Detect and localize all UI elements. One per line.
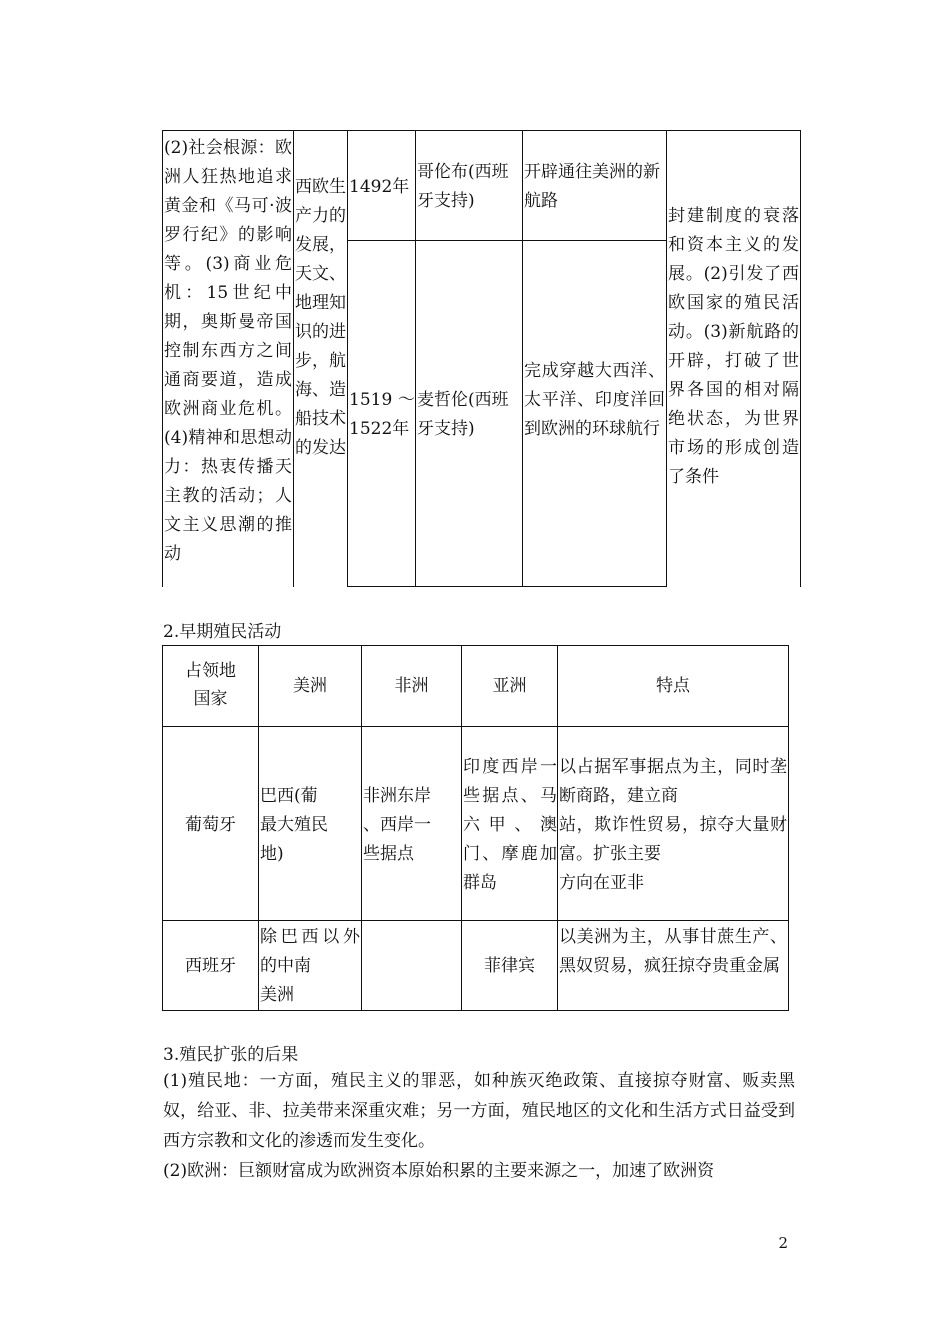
header-africa: 非洲	[394, 676, 429, 696]
social-roots-cell: (2)社会根源：欧洲人狂热地追求黄金和《马可·波罗行纪》的影响等。(3)商业危机：15世纪中期，奥斯曼帝国控制东西方之间通商要道，造成欧洲商业危机。(4)精神和思想动力：热衷传播天主教的活动；人文主义思潮的推动	[164, 138, 292, 564]
year-1492: 1492年	[349, 177, 410, 197]
page-number: 2	[778, 1234, 788, 1252]
productivity-cell: 西欧生产力的发展，天文、地理知识的进步，航海、造船技术的发达	[295, 177, 346, 458]
spain-asia: 菲律宾	[484, 956, 535, 976]
section-heading-colonial: 2.早期殖民活动	[163, 622, 282, 642]
year-1519: 1519～1522年	[349, 390, 415, 439]
paragraph-europe: (2)欧洲：巨额财富成为欧洲资本原始积累的主要来源之一，加速了欧洲资	[163, 1161, 715, 1181]
portugal-feature: 以占据军事据点为主，同时垄断商路，建立商 站，欺诈性贸易，掠夺大量财富。扩张主要 方向在亚非	[559, 757, 787, 893]
paragraph-colonies: (1)殖民地：一方面，殖民主义的罪恶，如种族灭绝政策、直接掠夺财富、贩卖黑奴，给亚、非、拉美带来深重灾难；另一方面，殖民地区的文化和生活方式日益受到西方宗教和文化的渗透而发生变化。	[163, 1071, 795, 1151]
spain-americas: 除巴西以外的中南 美洲	[260, 927, 360, 1005]
portugal-asia: 印度西岸一些据点、马六甲、澳门、摩鹿加群岛	[463, 757, 557, 893]
spain-feature: 以美洲为主，从事甘蔗生产、黑奴贸易，疯狂掠夺贵重金属	[559, 927, 787, 976]
navigator-magellan: 麦哲伦(西班牙支持)	[417, 390, 509, 439]
achievement-magellan: 完成穿越大西洋、太平洋、印度洋回到欧洲的环球航行	[524, 361, 665, 439]
portugal-africa: 非洲东岸 、西岸一 些据点	[363, 786, 431, 864]
header-asia: 亚洲	[492, 676, 527, 696]
achievement-columbus: 开辟通往美洲的新航路	[524, 162, 660, 211]
header-country: 占领地 国家	[185, 661, 236, 709]
portugal-americas: 巴西(葡 最大殖民 地)	[260, 786, 328, 864]
header-feature: 特点	[656, 676, 690, 696]
navigator-columbus: 哥伦布(西班牙支持)	[417, 162, 509, 211]
country-spain: 西班牙	[185, 956, 236, 976]
section-heading-consequences: 3.殖民扩张的后果	[163, 1045, 299, 1065]
header-americas: 美洲	[293, 676, 327, 696]
country-portugal: 葡萄牙	[185, 815, 236, 835]
impact-cell: 封建制度的衰落和资本主义的发展。(2)引发了西欧国家的殖民活动。(3)新航路的开辟，打破了世界各国的相对隔绝状态，为世界市场的形成创造了条件	[668, 206, 799, 487]
